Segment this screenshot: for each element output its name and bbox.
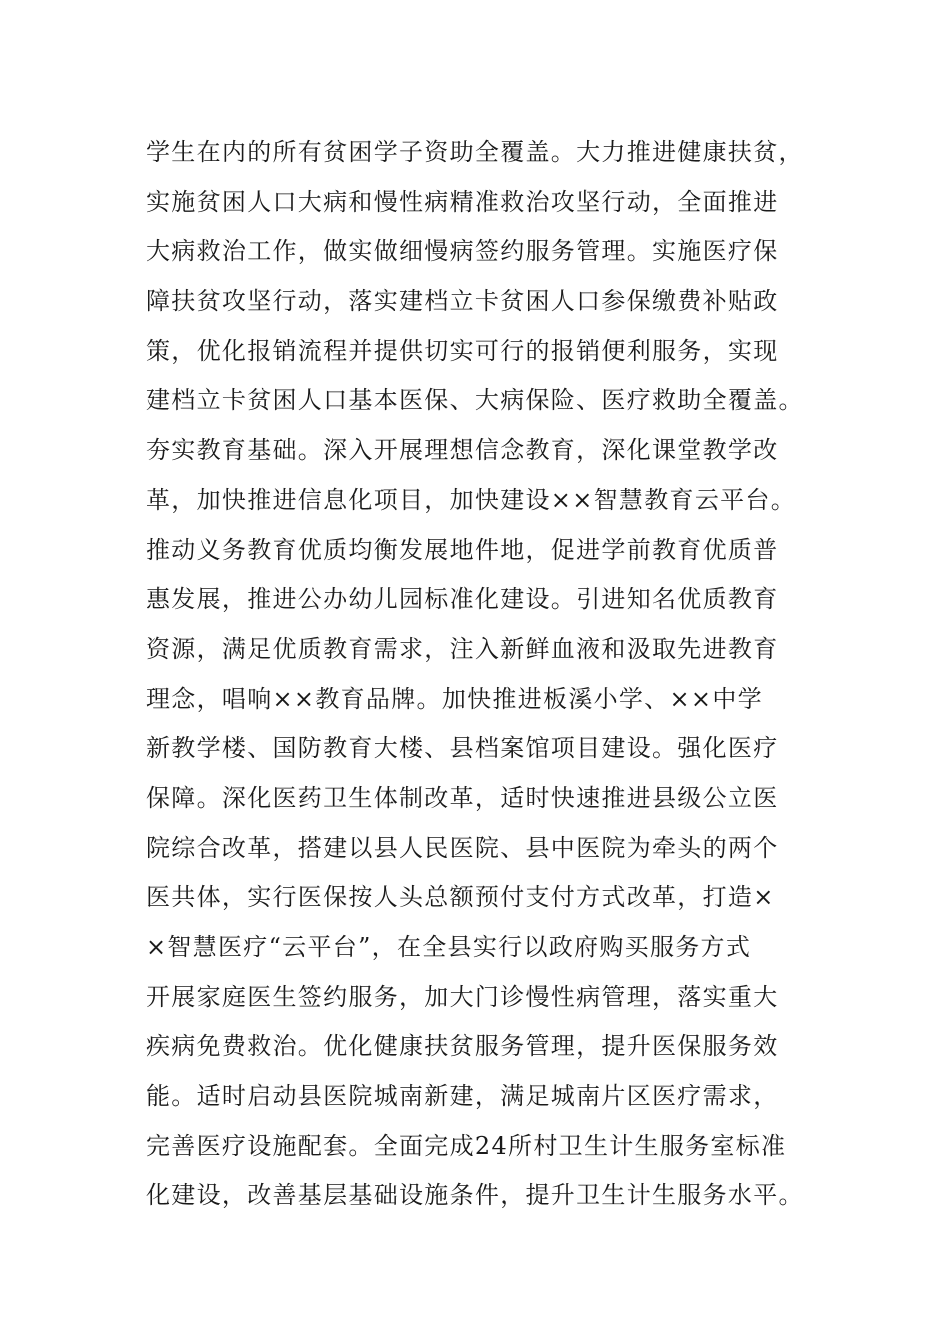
text-line: 疾病免费救治。优化健康扶贫服务管理，提升医保服务效 (146, 1032, 779, 1061)
text-line: 开展家庭医生签约服务，加大门诊慢性病管理，落实重大 (146, 982, 779, 1011)
text-line: 资源，满足优质教育需求，注入新鲜血液和汲取先进教育 (146, 634, 779, 663)
text-line: 学生在内的所有贫困学子资助全覆盖。大力推进健康扶贫， (146, 138, 804, 166)
text-line: 革，加快推进信息化项目，加快建设××智慧教育云平台。 (146, 485, 797, 514)
text-line: 大病救治工作，做实做细慢病签约服务管理。实施医疗保 (146, 237, 779, 266)
text-line: 建档立卡贫困人口基本医保、大病保险、医疗救助全覆盖。 (146, 386, 804, 415)
body-paragraph (146, 128, 816, 1221)
text-line: 完善医疗设施配套。全面完成24所村卫生计生服务室标准 (146, 1131, 787, 1160)
text-line: 实施贫困人口大病和慢性病精准救治攻坚行动，全面推进 (146, 187, 779, 216)
text-line: 推动义务教育优质均衡发展地件地，促进学前教育优质普 (146, 535, 779, 564)
text-line: 能。适时启动县医院城南新建，满足城南片区医疗需求， (146, 1082, 779, 1111)
text-line: 保障。深化医药卫生体制改革，适时快速推进县级公立医 (146, 783, 779, 812)
text-line: 新教学楼、国防教育大楼、县档案馆项目建设。强化医疗 (146, 734, 779, 763)
text-line: 夯实教育基础。深入开展理想信念教育，深化课堂教学改 (146, 436, 779, 465)
text-line: 理念，唱响××教育品牌。加快推进板溪小学、××中学 (146, 684, 763, 713)
text-line: ×智慧医疗“云平台”，在全县实行以政府购买服务方式 (146, 933, 752, 961)
text-line: 化建设，改善基层基础设施条件，提升卫生计生服务水平。 (146, 1181, 804, 1210)
text-line: 策，优化报销流程并提供切实可行的报销便利服务，实现 (146, 336, 779, 365)
text-line: 障扶贫攻坚行动，落实建档立卡贫困人口参保缴费补贴政 (146, 287, 779, 316)
text-line: 医共体，实行医保按人头总额预付支付方式改革，打造× (146, 883, 775, 912)
text-line: 惠发展，推进公办幼儿园标准化建设。引进知名优质教育 (146, 585, 779, 614)
text-line: 院综合改革，搭建以县人民医院、县中医院为牵头的两个 (146, 833, 779, 862)
